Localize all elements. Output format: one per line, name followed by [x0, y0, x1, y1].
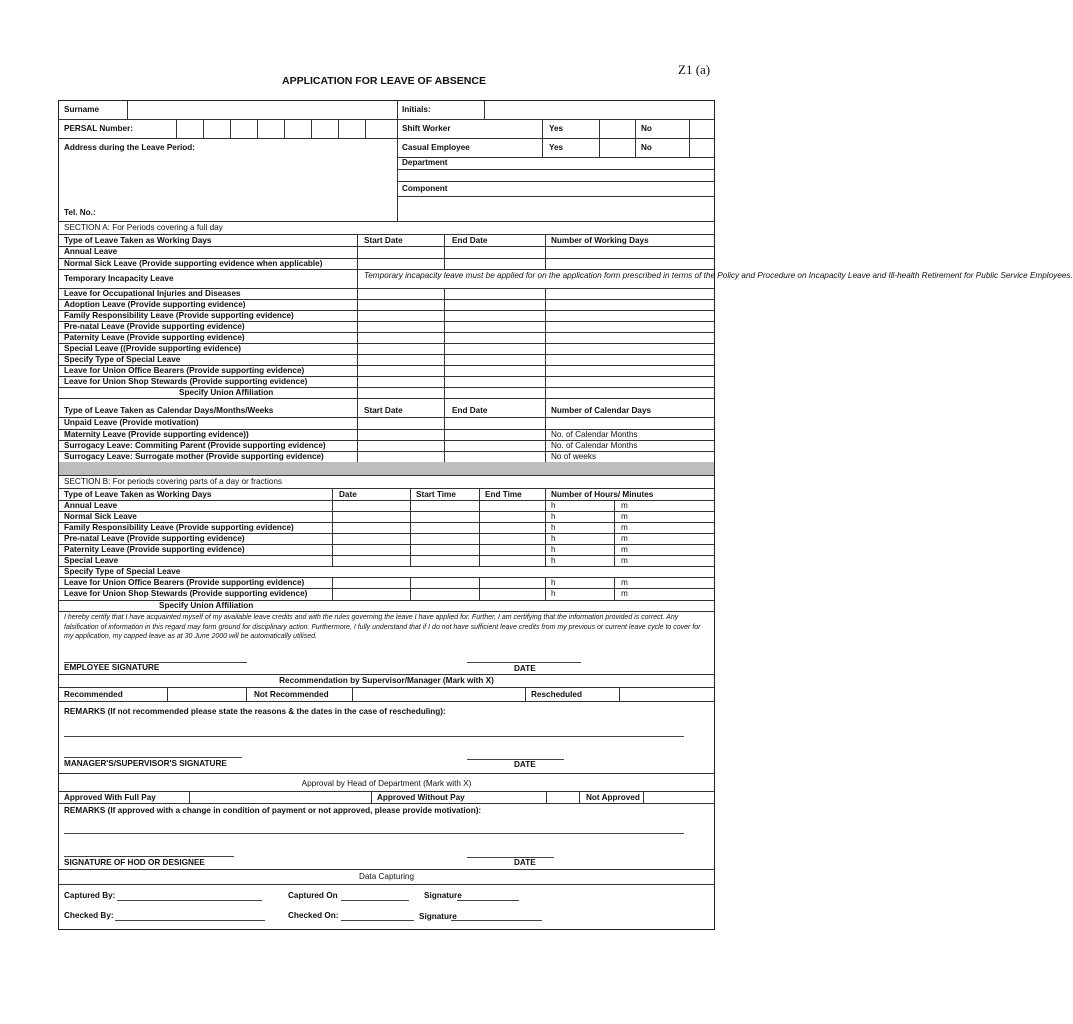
captured-on-line[interactable] — [341, 899, 409, 901]
leave-type-row: Leave for Union Shop Stewards (Provide supporting evidence) — [64, 377, 308, 386]
hod-signature-label: SIGNATURE OF HOD OR DESIGNEE — [64, 858, 205, 867]
employee-date-label: DATE — [514, 664, 536, 673]
section-b-type-header: Type of Leave Taken as Working Days — [64, 490, 212, 499]
table-rule — [59, 475, 714, 476]
table-rule — [176, 119, 177, 138]
table-rule — [59, 488, 714, 489]
leave-type-row: Temporary Incapacity Leave — [64, 274, 174, 283]
declaration-text: I hereby certify that I have acquainted myself of my available leave credits and with the rules governing the leave I have applied for. Further, I am certifying that the information provided is correct. Any falsification of information in this regard may form ground for disciplinary action. Furthermore, I fully understand that if I do not have sufficient leave credits from my previous or current leave cycle to cover for my application, my capped leave as at 30 June 2000 will be automatically utilised. — [64, 614, 701, 640]
table-rule — [59, 119, 714, 120]
capture-signature-label: Signature — [424, 891, 462, 900]
table-rule — [357, 234, 358, 398]
approved-without-pay-option: Approved Without Pay — [377, 793, 465, 802]
document-code: Z1 (a) — [678, 62, 711, 77]
hours-label: h — [551, 556, 556, 565]
table-rule — [410, 577, 411, 600]
table-rule — [365, 119, 366, 138]
calendar-unit-label: No of weeks — [551, 452, 597, 461]
hours-label: h — [551, 534, 556, 543]
table-rule — [689, 119, 690, 157]
section-b-num-header: Number of Hours/ Minutes — [551, 490, 654, 499]
section-b-title: SECTION B: For periods covering parts of a day or fractions — [64, 477, 282, 486]
table-rule — [525, 687, 526, 701]
hours-label: h — [551, 512, 556, 521]
table-rule — [614, 577, 615, 600]
table-rule — [59, 600, 714, 601]
leave-type-row: Family Responsibility Leave (Provide supporting evidence) — [64, 311, 294, 320]
part-day-leave-row: Specify Union Affiliation — [159, 601, 254, 610]
table-rule — [397, 169, 714, 170]
table-rule — [614, 500, 615, 566]
hod-date-line[interactable] — [467, 856, 554, 858]
remarks-approval-line[interactable] — [64, 832, 684, 834]
minutes-label: m — [621, 545, 628, 554]
leave-type-row: Pre-natal Leave (Provide supporting evidence) — [64, 322, 245, 331]
table-rule — [545, 577, 546, 600]
checked-by-line[interactable] — [115, 919, 265, 921]
table-rule — [397, 101, 398, 221]
part-day-leave-row: Pre-natal Leave (Provide supporting evidence) — [64, 534, 245, 543]
table-rule — [59, 221, 714, 222]
part-day-leave-row: Leave for Union Shop Stewards (Provide supporting evidence) — [64, 589, 308, 598]
table-rule — [599, 119, 600, 157]
initials-label: Initials: — [402, 105, 431, 114]
minutes-label: m — [621, 501, 628, 510]
table-rule — [371, 791, 372, 803]
leave-type-row: Leave for Union Office Bearers (Provide supporting evidence) — [64, 366, 305, 375]
section-b-end-header: End Time — [485, 490, 522, 499]
data-capturing-title: Data Capturing — [358, 872, 415, 881]
leave-type-row: Leave for Occupational Injuries and Diseases — [64, 289, 241, 298]
shaded-band — [59, 462, 714, 475]
calendar-unit-label: No. of Calendar Months — [551, 430, 638, 439]
table-rule — [59, 674, 714, 675]
section-a-calendar-num-header: Number of Calendar Days — [551, 406, 652, 415]
section-a-num-header: Number of Working Days — [551, 236, 649, 245]
employee-signature-label: EMPLOYEE SIGNATURE — [64, 663, 160, 672]
table-rule — [203, 119, 204, 138]
table-rule — [230, 119, 231, 138]
part-day-leave-row: Specify Type of Special Leave — [64, 567, 181, 576]
table-rule — [127, 101, 128, 119]
table-rule — [311, 119, 312, 138]
manager-signature-label: MANAGER'S/SUPERVISOR'S SIGNATURE — [64, 759, 227, 768]
table-rule — [444, 398, 445, 462]
section-b-start-header: Start Time — [416, 490, 456, 499]
remarks-approval-label: REMARKS (If approved with a change in condition of payment or not approved, please provide motivation): — [64, 806, 482, 815]
not-recommended-option: Not Recommended — [254, 690, 329, 699]
minutes-label: m — [621, 523, 628, 532]
recommended-option: Recommended — [64, 690, 123, 699]
captured-on-label: Captured On — [288, 891, 338, 900]
table-rule — [410, 488, 411, 566]
shift-no-label: No — [641, 124, 652, 133]
table-rule — [546, 791, 547, 803]
shift-yes-label: Yes — [549, 124, 564, 133]
checked-on-line[interactable] — [341, 919, 414, 921]
table-rule — [397, 181, 714, 182]
table-rule — [579, 791, 580, 803]
table-rule — [59, 773, 714, 774]
table-rule — [59, 387, 714, 388]
casual-employee-label: Casual Employee — [402, 143, 470, 152]
minutes-label: m — [621, 556, 628, 565]
manager-signature-line[interactable] — [64, 756, 242, 758]
section-a-calendar-type-header: Type of Leave Taken as Calendar Days/Months/Weeks — [64, 406, 274, 415]
checked-on-label: Checked On: — [288, 911, 339, 920]
table-rule — [444, 234, 445, 258]
section-a-end-header: End Date — [452, 236, 488, 245]
table-rule — [59, 555, 714, 556]
table-rule — [246, 687, 247, 701]
part-day-leave-row: Family Responsibility Leave (Provide supporting evidence) — [64, 523, 294, 532]
hours-label: h — [551, 523, 556, 532]
table-rule — [484, 101, 485, 119]
leave-type-row: Adoption Leave (Provide supporting evidence) — [64, 300, 246, 309]
hours-label: h — [551, 501, 556, 510]
table-rule — [479, 577, 480, 600]
table-rule — [59, 701, 714, 702]
table-rule — [332, 488, 333, 566]
temporary-incapacity-note: Temporary incapacity leave must be applied for on the application form prescribed in terms of the Policy and Procedure on Incapacity Leave and Ill-health Retirement for Public Service Employees. — [364, 271, 1073, 280]
part-day-leave-row: Paternity Leave (Provide supporting evidence) — [64, 545, 245, 554]
section-b-date-header: Date — [339, 490, 357, 499]
approval-title: Approval by Head of Department (Mark with X) — [301, 779, 472, 788]
minutes-label: m — [621, 578, 628, 587]
table-rule — [542, 119, 543, 157]
capture-signature-line[interactable] — [457, 899, 519, 901]
hours-label: h — [551, 545, 556, 554]
hours-label: h — [551, 578, 556, 587]
hod-date-label: DATE — [514, 858, 536, 867]
table-rule — [59, 234, 714, 235]
persal-label: PERSAL Number: — [64, 124, 133, 133]
table-rule — [59, 884, 714, 885]
calendar-leave-row: Maternity Leave (Provide supporting evidence)) — [64, 430, 249, 439]
part-day-leave-row: Special Leave — [64, 556, 119, 565]
surname-label: Surname — [64, 105, 100, 114]
table-rule — [352, 687, 353, 701]
remarks-recommendation-line[interactable] — [64, 735, 684, 737]
address-label: Address during the Leave Period: — [64, 143, 196, 152]
department-label: Department — [402, 158, 448, 167]
captured-by-label: Captured By: — [64, 891, 116, 900]
part-day-leave-row: Normal Sick Leave — [64, 512, 137, 521]
table-rule — [59, 138, 714, 139]
table-rule — [59, 687, 714, 688]
table-rule — [444, 288, 445, 398]
leave-type-row: Specify Type of Special Leave — [64, 355, 181, 364]
table-rule — [167, 687, 168, 701]
leave-type-row: Special Leave ((Provide supporting evidence) — [64, 344, 241, 353]
shift-worker-label: Shift Worker — [402, 124, 451, 133]
leave-type-row: Normal Sick Leave (Provide supporting evidence when applicable) — [64, 259, 323, 268]
table-rule — [257, 119, 258, 138]
table-rule — [357, 398, 358, 462]
tel-label: Tel. No.: — [64, 208, 96, 217]
check-signature-label: Signature — [419, 912, 457, 921]
hod-signature-line[interactable] — [64, 855, 234, 857]
part-day-leave-row: Annual Leave — [64, 501, 118, 510]
section-a-start-header: Start Date — [364, 236, 403, 245]
manager-date-label: DATE — [514, 760, 536, 769]
table-rule — [59, 398, 714, 399]
table-rule — [284, 119, 285, 138]
leave-type-row: Annual Leave — [64, 247, 118, 256]
calendar-leave-row: Surrogacy Leave: Commiting Parent (Provide supporting evidence) — [64, 441, 326, 450]
table-rule — [545, 288, 546, 398]
approved-full-pay-option: Approved With Full Pay — [64, 793, 156, 802]
calendar-leave-row: Surrogacy Leave: Surrogate mother (Provide supporting evidence) — [64, 452, 324, 461]
leave-type-row: Specify Union Affiliation — [179, 388, 274, 397]
table-rule — [545, 398, 546, 462]
casual-no-label: No — [641, 143, 652, 152]
hours-label: h — [551, 589, 556, 598]
table-rule — [479, 488, 480, 566]
table-rule — [545, 488, 546, 566]
section-a-type-header: Type of Leave Taken as Working Days — [64, 236, 212, 245]
minutes-label: m — [621, 534, 628, 543]
table-rule — [59, 246, 714, 247]
table-rule — [59, 511, 714, 512]
section-a-title: SECTION A: For Periods covering a full day — [64, 223, 223, 232]
calendar-unit-label: No. of Calendar Months — [551, 441, 638, 450]
minutes-label: m — [621, 512, 628, 521]
part-day-leave-row: Leave for Union Office Bearers (Provide supporting evidence) — [64, 578, 305, 587]
table-rule — [59, 803, 714, 804]
checked-by-label: Checked By: — [64, 911, 114, 920]
rescheduled-option: Rescheduled — [531, 690, 582, 699]
table-rule — [59, 500, 714, 501]
section-a-calendar-end-header: End Date — [452, 406, 488, 415]
table-rule — [59, 869, 714, 870]
component-label: Component — [402, 184, 448, 193]
table-rule — [545, 234, 546, 269]
remarks-recommendation-label: REMARKS (If not recommended please state the reasons & the dates in the case of rescheduling): — [64, 707, 446, 716]
check-signature-line[interactable] — [451, 919, 542, 921]
table-rule — [59, 611, 714, 612]
captured-by-line[interactable] — [117, 899, 262, 901]
table-rule — [635, 119, 636, 157]
section-a-calendar-start-header: Start Date — [364, 406, 403, 415]
leave-application-form — [58, 100, 1073, 930]
table-rule — [643, 791, 644, 803]
table-rule — [59, 791, 714, 792]
table-rule — [444, 258, 445, 269]
casual-yes-label: Yes — [549, 143, 564, 152]
table-rule — [59, 269, 714, 270]
recommendation-title: Recommendation by Supervisor/Manager (Mark with X) — [279, 676, 494, 685]
employee-date-line[interactable] — [467, 661, 581, 663]
document-title: APPLICATION FOR LEAVE OF ABSENCE — [282, 75, 486, 87]
table-rule — [619, 687, 620, 701]
calendar-leave-row: Unpaid Leave (Provide motivation) — [64, 418, 199, 427]
not-approved-option: Not Approved — [586, 793, 640, 802]
table-rule — [338, 119, 339, 138]
leave-type-row: Paternity Leave (Provide supporting evidence) — [64, 333, 245, 342]
minutes-label: m — [621, 589, 628, 598]
table-rule — [332, 577, 333, 600]
table-rule — [189, 791, 190, 803]
table-rule — [397, 196, 714, 197]
